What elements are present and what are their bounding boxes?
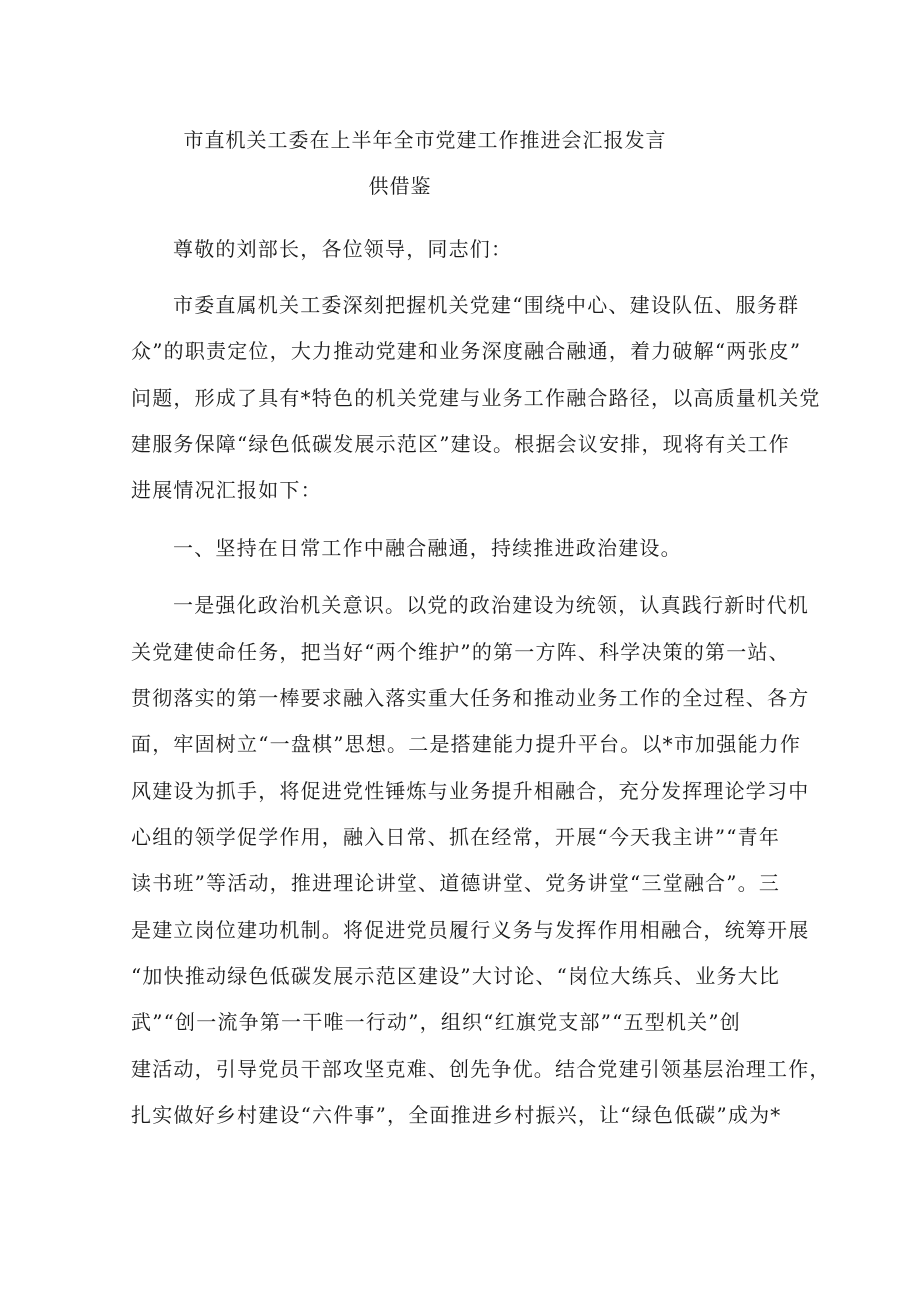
paragraph-line: 一是强化政治机关意识。以党的政治建设为统领，认真践行新时代机 — [173, 593, 809, 617]
paragraph-line: 武”“创一流争第一干唯一行动”，组织“红旗党支部”“五型机关”创 — [131, 1010, 741, 1034]
salutation: 尊敬的刘部长，各位领导，同志们： — [173, 237, 513, 261]
paragraph-line: 进展情况汇报如下： — [131, 478, 322, 502]
paragraph-line: “加快推动绿色低碳发展示范区建设”大讨论、“岗位大练兵、业务大比 — [131, 964, 781, 988]
paragraph-line: 是建立岗位建功机制。将促进党员履行义务与发挥作用相融合，统筹开展 — [131, 918, 810, 942]
section-heading: 一、坚持在日常工作中融合融通，持续推进政治建设。 — [173, 536, 682, 560]
paragraph-line: 贯彻落实的第一棒要求融入落实重大任务和推动业务工作的全过程、各方 — [131, 686, 810, 710]
document-subtitle: 供借鉴 — [368, 174, 432, 198]
document-title: 市直机关工委在上半年全市党建工作推进会汇报发言 — [183, 128, 667, 152]
paragraph-line: 心组的领学促学作用，融入日常、抓在经常，开展“今天我主讲”“青年 — [131, 825, 781, 849]
paragraph-line: 问题，形成了具有*特色的机关党建与业务工作融合路径，以高质量机关党 — [131, 386, 821, 410]
paragraph-line: 面，牢固树立“一盘棋”思想。二是搭建能力提升平台。以*市加强能力作 — [131, 732, 802, 756]
paragraph-line: 众”的职责定位，大力推动党建和业务深度融合融通，着力破解“两张皮” — [131, 339, 802, 363]
paragraph-line: 建活动，引导党员干部攻坚克难、创先争优。结合党建引领基层治理工作， — [131, 1057, 831, 1081]
paragraph-line: 关党建使命任务，把当好“两个维护”的第一方阵、科学决策的第一站、 — [131, 640, 790, 664]
paragraph-line: 读书班”等活动，推进理论讲堂、道德讲堂、党务讲堂“三堂融合”。三 — [131, 871, 781, 895]
paragraph-line: 市委直属机关工委深刻把握机关党建“围绕中心、建设队伍、服务群 — [173, 293, 800, 317]
paragraph-line: 建服务保障“绿色低碳发展示范区”建设。根据会议安排，现将有关工作 — [131, 432, 790, 456]
paragraph-line: 扎实做好乡村建设“六件事”，全面推进乡村振兴，让“绿色低碳”成为* — [131, 1103, 782, 1127]
paragraph-line: 风建设为抓手，将促进党性锤炼与业务提升相融合，充分发挥理论学习中 — [131, 779, 810, 803]
